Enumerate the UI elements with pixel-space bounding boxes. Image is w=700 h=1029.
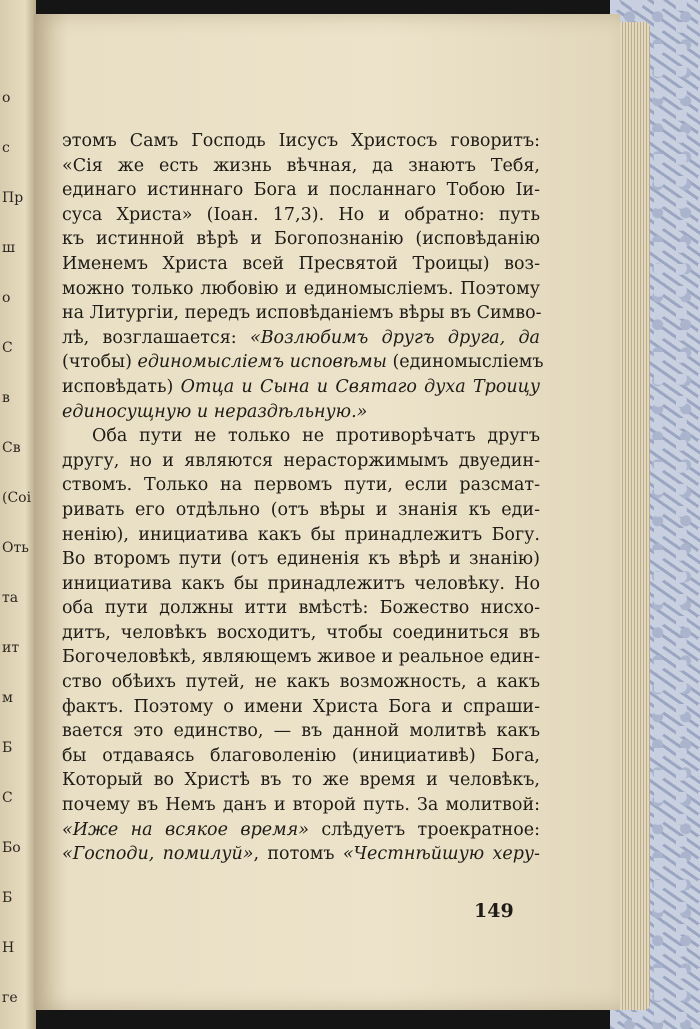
text-run: этомъ Самъ Господь Іисусъ Христосъ говоритъ: [62, 131, 540, 151]
text-run: (чтобы) [62, 352, 138, 373]
text-run: ривать его отдѣльно (отъ вѣры и знанія къ еди- [62, 499, 540, 520]
text-line [62, 449, 540, 474]
text-line [62, 596, 540, 621]
text-line [62, 695, 540, 720]
text-run: (единомысліемъ [386, 352, 544, 373]
text-line [62, 621, 540, 646]
previous-page-fragment: о [2, 90, 11, 106]
text-run: суса Христа» (Іоан. 17,3). Но и обратно: путь [62, 204, 540, 225]
italic-text: «Возлюбимъ другъ друга, да [249, 327, 540, 348]
book-page [34, 14, 620, 1010]
text-run: единаго истиннаго Бога и посланнаго Тобою Іи- [62, 180, 540, 201]
previous-page-fragment: та [2, 590, 19, 606]
text-line [62, 424, 540, 449]
text-line [62, 154, 540, 179]
text-run: ненію), инициатива какъ бы принадлежитъ Богу. [62, 524, 540, 545]
text-run: Богочеловѣкѣ, являющемъ живое и реальное един- [62, 647, 540, 668]
text-run: слѣдуетъ троекратное: [308, 819, 540, 840]
previous-page-fragment: ш [2, 240, 16, 256]
previous-page-fragment: ге [2, 990, 18, 1006]
text-run: на Литургіи, передъ исповѣданіемъ вѣры въ Симво- [62, 303, 542, 324]
text-run: , потомъ [253, 844, 343, 865]
text-run: дитъ, человѣкъ восходитъ, чтобы соединиться въ [62, 622, 540, 643]
text-line [62, 793, 540, 818]
text-line [62, 842, 540, 867]
text-line [62, 547, 540, 572]
text-run: бы отдаваясь благоволенію (инициативѣ) Бога, [62, 745, 540, 766]
text-line [62, 473, 540, 498]
italic-text: «Иже на всякое время» [62, 819, 309, 840]
text-run: инициатива какъ бы принадлежитъ человѣку. Но [62, 573, 540, 594]
text-run: лѣ, возглашается: [62, 327, 250, 348]
text-run: ствомъ. Только на первомъ пути, если разсмат- [62, 475, 540, 496]
body-text [62, 129, 544, 867]
previous-page-fragment: Б [2, 890, 13, 906]
text-line [62, 375, 540, 400]
italic-text: единосущную и нераздѣльную.» [62, 401, 368, 422]
text-line [62, 645, 540, 670]
previous-page-fragment: в [2, 390, 10, 406]
text-run: исповѣдать) [62, 376, 181, 397]
text-line [62, 129, 540, 154]
previous-page-fragment: С [2, 340, 13, 356]
page-number: 149 [474, 900, 514, 922]
previous-page-fragment: ит [2, 640, 20, 656]
previous-page-fragment: Пр [2, 190, 24, 206]
italic-text: единомысліемъ исповѣмы [137, 352, 387, 373]
previous-page-fragment: м [2, 690, 13, 706]
italic-text: Отца и Сына и Святаго духа Троицу [180, 376, 540, 397]
text-line [62, 203, 540, 228]
previous-page-fragment: Оть [2, 540, 29, 556]
text-line [62, 523, 540, 548]
text-line [62, 301, 540, 326]
text-run: Во второмъ пути (отъ единенія къ вѣрѣ и знанію) [62, 549, 540, 570]
text-line [62, 400, 540, 425]
text-line [62, 572, 540, 597]
text-line [62, 326, 540, 351]
previous-page-fragment: Св [2, 440, 21, 456]
text-run: другу, но и являются нерасторжимымъ двуедин- [62, 450, 540, 471]
text-line [62, 227, 540, 252]
text-line [62, 744, 540, 769]
text-run: оба пути должны итти вмѣстѣ: Божество нисхо- [62, 598, 540, 619]
text-run: Оба пути не только не противорѣчатъ другъ [92, 426, 540, 447]
text-line [62, 818, 540, 843]
text-run: ство обѣихъ путей, не какъ возможность, а какъ [62, 672, 540, 693]
text-run: можно только любовію и единомысліемъ. Поэтому [62, 278, 540, 299]
italic-text: «Честнѣйшую херу- [342, 844, 540, 865]
previous-page-fragment: (Соі [2, 490, 32, 506]
previous-page [0, 0, 36, 1029]
text-run: почему въ Немъ данъ и второй путь. За молитвой: [62, 795, 540, 816]
text-run: вается это единство, — въ данной молитвѣ какъ [62, 721, 540, 742]
text-run: фактъ. Поэтому о имени Христа Бога и спраши- [62, 696, 540, 717]
text-line [62, 252, 540, 277]
previous-page-fragment: С [2, 790, 13, 806]
previous-page-fragment: Б [2, 740, 13, 756]
text-run: къ истинной вѣрѣ и Богопознанію (исповѣданію [62, 229, 540, 250]
text-line [62, 178, 540, 203]
previous-page-fragment: о [2, 290, 11, 306]
italic-text: «Господи, помилуй» [62, 844, 254, 865]
text-line [62, 768, 540, 793]
previous-page-fragment: Бо [2, 840, 21, 856]
previous-page-fragment: Н [2, 940, 15, 956]
text-line [62, 670, 540, 695]
text-line [62, 498, 540, 523]
text-run: Который во Христѣ въ то же время и человѣкъ, [62, 770, 540, 791]
text-run: «Сія же есть жизнь вѣчная, да знаютъ Тебя, [62, 155, 540, 176]
text-line [62, 277, 540, 302]
text-run: Именемъ Христа всей Пресвятой Троицы) воз- [62, 253, 540, 274]
previous-page-fragment: с [2, 140, 10, 156]
text-line [62, 350, 544, 375]
text-line [62, 719, 540, 744]
